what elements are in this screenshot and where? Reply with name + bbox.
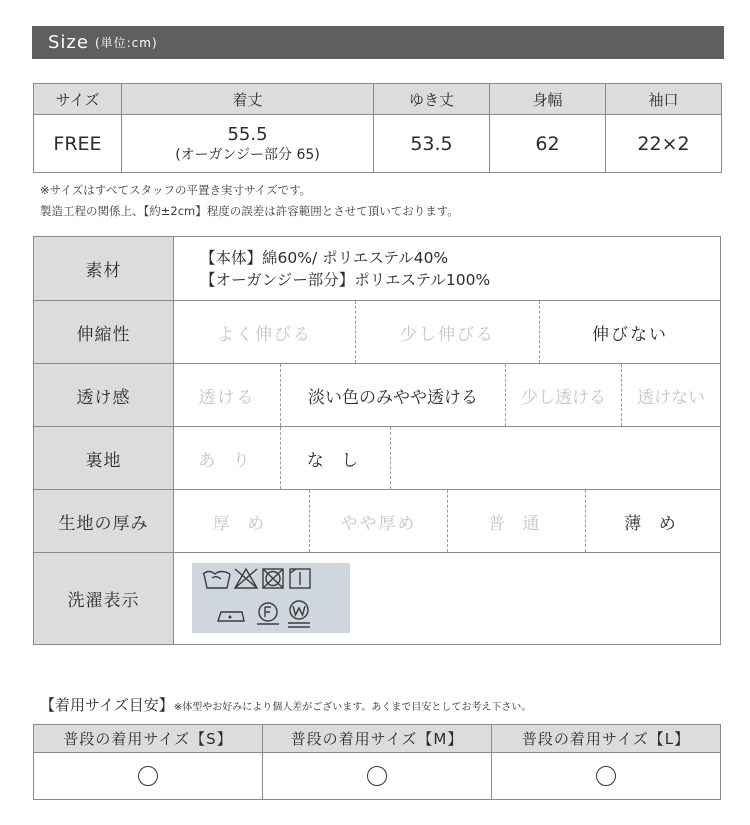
lining-options	[174, 427, 720, 489]
thickness-option-slightly-thick: やや厚め	[309, 490, 447, 552]
tolerance-note: 製造工程の関係上、【約±2cm】程度の誤差は許容範囲とさせて頂いております。	[40, 204, 459, 218]
material-line-organza: 【オーガンジー部分】ポリエステル100%	[200, 270, 491, 289]
size-header-title: Size	[48, 32, 89, 53]
fit-guide-table	[33, 724, 721, 800]
fit-guide-heading	[40, 694, 531, 715]
fit-ok-circle-icon	[367, 766, 387, 786]
stretch-options	[174, 301, 720, 363]
stretch-option-high: よく伸びる	[217, 324, 312, 345]
sheer-option-light-colors: 淡い色のみやや透ける	[280, 364, 505, 426]
no-tumble-dry-icon	[263, 569, 283, 588]
fit-header-row	[34, 725, 721, 753]
lining-option-yes: あ り	[198, 450, 256, 471]
stretch-option-some: 少し伸びる	[355, 301, 539, 363]
cell-sleeve-length: 53.5	[374, 115, 490, 173]
no-bleach-icon	[235, 569, 257, 588]
cell-length	[122, 115, 374, 173]
size-header-unit: (単位:cm)	[94, 36, 158, 50]
header-body-width: 身幅	[490, 84, 606, 115]
thickness-row	[34, 489, 720, 552]
care-row	[34, 552, 720, 644]
cell-cuff: 22×2	[606, 115, 722, 173]
material-label: 素材	[34, 237, 174, 300]
sheer-label: 透け感	[34, 364, 174, 426]
thickness-options	[174, 490, 720, 552]
thickness-option-normal: 普 通	[447, 490, 585, 552]
size-table	[33, 83, 722, 173]
sheer-options	[174, 364, 720, 426]
care-content	[174, 553, 720, 644]
header-cuff: 袖口	[606, 84, 722, 115]
sheer-option-opaque: 透けない	[621, 364, 720, 426]
sheer-row	[34, 363, 720, 426]
length-value: 55.5	[227, 123, 268, 145]
fit-header-l: 普段の着用サイズ【L】	[492, 725, 721, 753]
fit-guide-title: 【着用サイズ目安】	[40, 696, 174, 714]
header-size: サイズ	[34, 84, 122, 115]
material-line-body: 【本体】綿60%/ ポリエステル40%	[200, 248, 449, 267]
stretch-option-none: 伸びない	[539, 301, 720, 363]
thickness-option-thin: 薄 め	[585, 490, 720, 552]
size-table-header-row	[34, 84, 722, 115]
size-table-row	[34, 115, 722, 173]
thickness-label: 生地の厚み	[34, 490, 174, 552]
cell-size: FREE	[34, 115, 122, 173]
fit-ok-circle-icon	[138, 766, 158, 786]
fit-mark-row	[34, 753, 721, 800]
wet-clean-w-icon	[288, 601, 310, 627]
fit-guide-note: ※体型やお好みにより個人差がございます。あくまで目安としてお考え下さい。	[173, 702, 532, 713]
sheer-option-slightly: 少し透ける	[505, 364, 621, 426]
care-label: 洗濯表示	[34, 553, 174, 644]
fit-cell-m	[263, 753, 492, 800]
thickness-option-thick: 厚 め	[212, 513, 271, 534]
stretch-row	[34, 300, 720, 363]
measurement-note: ※サイズはすべてスタッフの平置き実寸サイズです。	[40, 183, 312, 197]
fit-cell-l	[492, 753, 721, 800]
fabric-attributes-table	[33, 236, 721, 645]
lining-label: 裏地	[34, 427, 174, 489]
sheer-option-sheer: 透ける	[198, 387, 256, 408]
low-iron-icon	[218, 612, 244, 621]
fit-ok-circle-icon	[596, 766, 616, 786]
stretch-label: 伸縮性	[34, 301, 174, 363]
fit-cell-s	[34, 753, 263, 800]
header-sleeve-length: ゆき丈	[374, 84, 490, 115]
length-note: (オーガンジー部分 65)	[175, 146, 320, 163]
fit-header-m: 普段の着用サイズ【M】	[263, 725, 492, 753]
dry-clean-f-icon	[257, 603, 279, 624]
fit-header-s: 普段の着用サイズ【S】	[34, 725, 263, 753]
hand-wash-icon	[203, 572, 230, 589]
cell-body-width: 62	[490, 115, 606, 173]
lining-empty-cell	[390, 427, 720, 489]
header-length: 着丈	[122, 84, 374, 115]
material-content	[174, 237, 720, 300]
care-labels-image	[192, 563, 350, 633]
material-row	[34, 237, 720, 300]
line-dry-icon	[290, 569, 310, 588]
size-section-header	[32, 26, 724, 59]
lining-option-no: な し	[280, 427, 390, 489]
lining-row	[34, 426, 720, 489]
